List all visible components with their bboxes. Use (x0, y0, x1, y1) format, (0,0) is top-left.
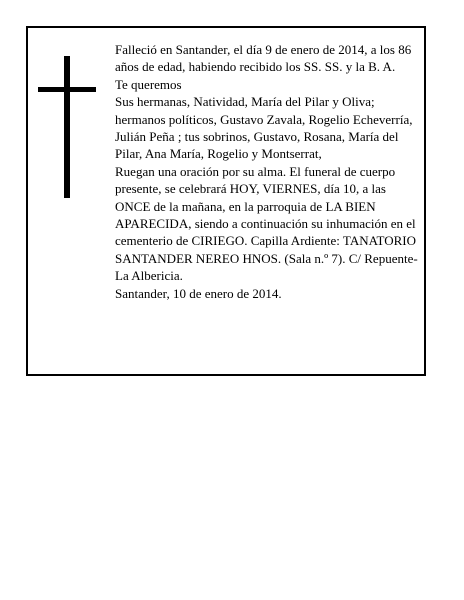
cross-icon (38, 56, 96, 198)
cross-horizontal-bar (38, 87, 96, 92)
obituary-notice (26, 26, 426, 376)
family-list: Sus hermanas, Natividad, María del Pilar y Oliva; hermanos políticos, Gustavo Zavala, Rogelio Echeverría, Julián Peña ; tus sobrinos, Gustavo, Rosana, María del Pilar, Ana María, Rogelio y Montserrat, (115, 94, 413, 162)
notice-text (115, 41, 421, 302)
cross-vertical-bar (64, 56, 70, 198)
place-date: Santander, 10 de enero de 2014. (115, 285, 282, 301)
dedication: Te queremos (115, 76, 182, 92)
funeral-details: Ruegan una oración por su alma. El funeral de cuerpo presente, se celebrará HOY, VIERNES, día 10, a las ONCE de la mañana, en la parroquia de LA BIEN APARECIDA, siendo a continuación su inhumación en el cementerio de CIRIEGO. Capilla Ardiente: TANATORIO SANTANDER NEREO HNOS. (Sala n.º 7). C/ Repuente-La Albericia. (115, 163, 418, 284)
death-announcement: Falleció en Santander, el día 9 de enero de 2014, a los 86 años de edad, habiendo recibido los SS. SS. y la B. A. (115, 42, 412, 75)
